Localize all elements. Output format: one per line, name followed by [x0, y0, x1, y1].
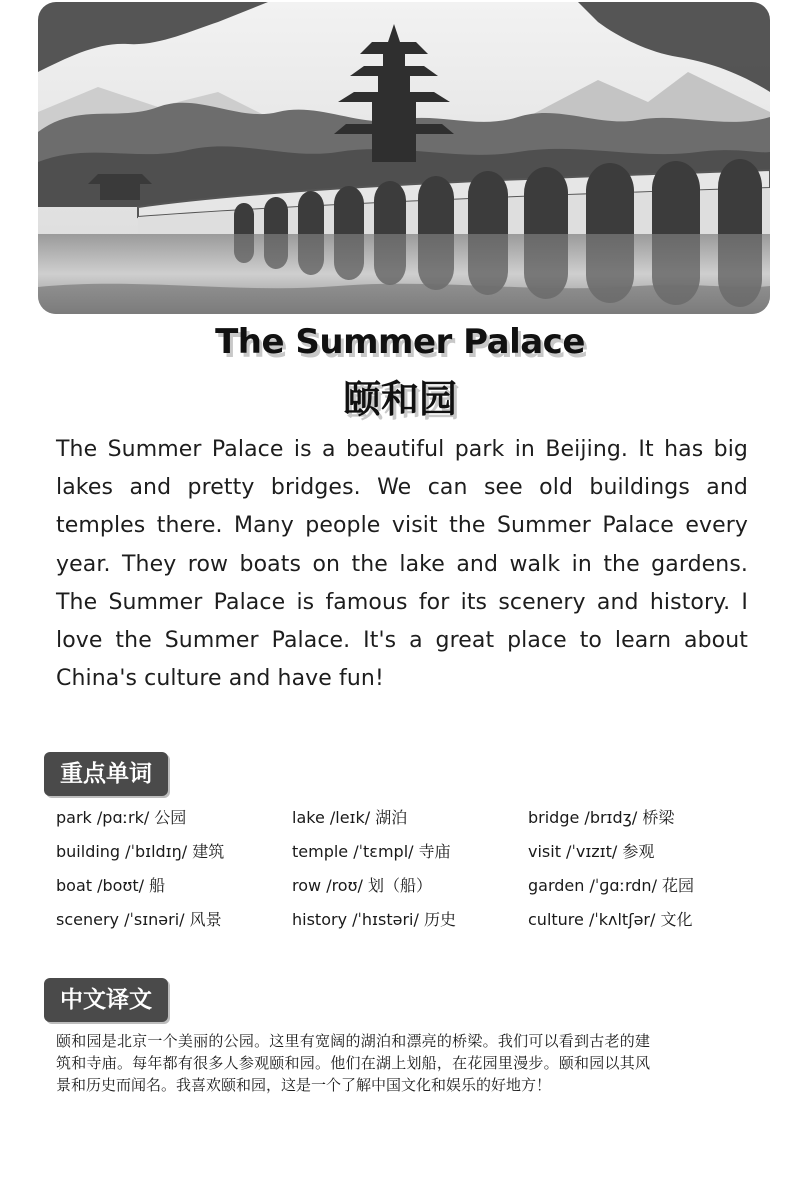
page-title-english: The Summer Palace: [215, 322, 585, 362]
hero-illustration: [38, 2, 770, 314]
reading-passage: The Summer Palace is a beautiful park in Beijing. It has big lakes and pretty bridges. We can see old buildings and temples there. Many people visit the Summer Palace every year. They row boats on the lake and walk in the gardens. The Summer Palace is famous for its scenery and history. I love the Summer Palace. It's a great place to learn about China's culture and have fun!: [56, 437, 748, 692]
vocab-item: garden /ˈɡɑːrdn/ 花园: [528, 876, 695, 895]
vocab-item: culture /ˈkʌltʃər/ 文化: [528, 910, 693, 929]
vocab-item: temple /ˈtɛmpl/ 寺庙: [292, 842, 451, 861]
vocabulary-section-label: 重点单词: [44, 752, 168, 796]
vocabulary-list: [56, 806, 776, 932]
page-title-chinese: 颐和园: [342, 377, 457, 421]
vocab-item: bridge /brɪdʒ/ 桥梁: [528, 808, 675, 827]
vocab-item: history /ˈhɪstəri/ 历史: [292, 910, 456, 929]
summer-palace-painting: [38, 2, 770, 314]
vocab-item: visit /ˈvɪzɪt/ 参观: [528, 842, 655, 861]
vocab-item: building /ˈbɪldɪŋ/ 建筑: [56, 842, 225, 861]
translation-section-label: 中文译文: [44, 978, 168, 1022]
vocab-item: lake /leɪk/ 湖泊: [292, 808, 408, 827]
chinese-translation: 颐和园是北京一个美丽的公园。这里有宽阔的湖泊和漂亮的桥梁。我们可以看到古老的建筑和寺庙。每年都有很多人参观颐和园。他们在湖上划船，在花园里漫步。颐和园以其风景和历史而闻名。我喜欢颐和园，这是一个了解中国文化和娱乐的好地方！: [56, 1032, 650, 1094]
vocab-item: boat /boʊt/ 船: [56, 876, 166, 895]
vocab-item: row /roʊ/ 划（船）: [292, 876, 432, 895]
vocab-item: park /pɑːrk/ 公园: [56, 808, 187, 827]
vocab-item: scenery /ˈsɪnəri/ 风景: [56, 910, 222, 929]
